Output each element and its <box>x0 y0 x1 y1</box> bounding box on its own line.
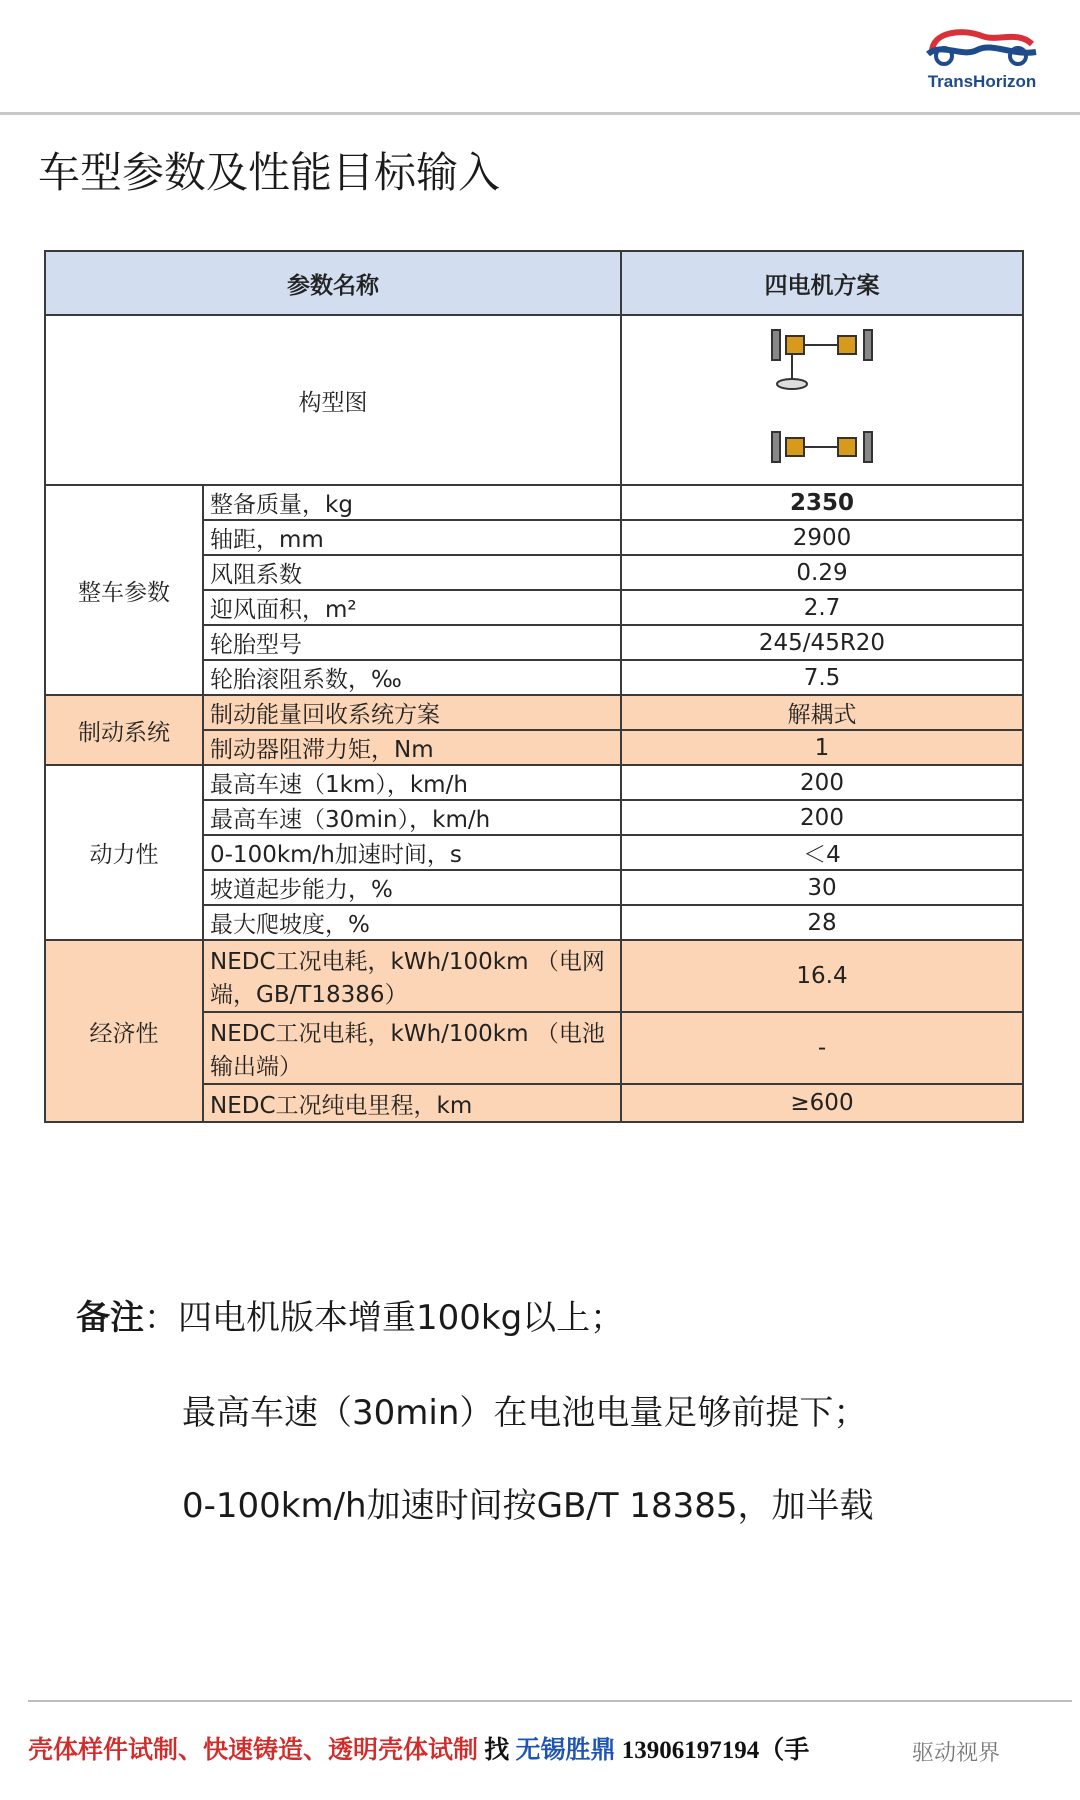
value-acceleration: ＜4 <box>621 835 1023 870</box>
group-braking: 制动系统 <box>45 695 203 765</box>
value-nedc-battery: - <box>621 1012 1023 1084</box>
group-economy: 经济性 <box>45 940 203 1122</box>
spec-table <box>44 250 1024 1123</box>
group-vehicle-params: 整车参数 <box>45 485 203 695</box>
value-curb-mass: 2350 <box>621 485 1023 520</box>
value-nedc-grid: 16.4 <box>621 940 1023 1012</box>
note-label: 备注 <box>76 1298 144 1338</box>
value-nedc-range: ≥600 <box>621 1084 1023 1122</box>
transhorizon-logo <box>912 22 1052 102</box>
drivetrain-diagram <box>621 315 1023 485</box>
value-max-gradient: 28 <box>621 905 1023 940</box>
note-line-1 <box>76 1290 624 1339</box>
param-wheelbase: 轴距，mm <box>203 520 621 555</box>
footer-ad <box>28 1730 809 1766</box>
param-nedc-grid: NEDC工况电耗，kWh/100km （电网端，GB/T18386） <box>203 940 621 1012</box>
value-regen-scheme: 解耦式 <box>621 695 1023 730</box>
value-frontal-area: 2.7 <box>621 590 1023 625</box>
param-top-speed-30min: 最高车速（30min），km/h <box>203 800 621 835</box>
param-top-speed-1km: 最高车速（1km），km/h <box>203 765 621 800</box>
value-hill-start: 30 <box>621 870 1023 905</box>
top-divider <box>0 112 1080 115</box>
bottom-divider <box>28 1700 1072 1702</box>
logo-text: TransHorizon <box>927 72 1037 91</box>
diagram-label: 构型图 <box>45 315 621 485</box>
note-line-2: 最高车速（30min）在电池电量足够前提下； <box>182 1393 868 1433</box>
header-four-motor: 四电机方案 <box>621 251 1023 315</box>
footer-find: 找 <box>478 1737 516 1764</box>
footer-services: 壳体样件试制、快速铸造、透明壳体试制 <box>28 1737 479 1764</box>
value-rolling-resistance: 7.5 <box>621 660 1023 695</box>
param-acceleration: 0-100km/h加速时间，s <box>203 835 621 870</box>
car-swirl-logo-icon <box>922 22 1042 66</box>
param-tire-model: 轮胎型号 <box>203 625 621 660</box>
value-tire-model: 245/45R20 <box>621 625 1023 660</box>
param-nedc-battery: NEDC工况电耗，kWh/100km （电池输出端） <box>203 1012 621 1084</box>
value-brake-drag: 1 <box>621 730 1023 765</box>
param-curb-mass: 整备质量，kg <box>203 485 621 520</box>
value-top-speed-1km: 200 <box>621 765 1023 800</box>
value-wheelbase: 2900 <box>621 520 1023 555</box>
footer-company: 无锡胜鼎 <box>515 1737 616 1764</box>
value-drag-coeff: 0.29 <box>621 555 1023 590</box>
param-frontal-area: 迎风面积，m² <box>203 590 621 625</box>
param-regen-scheme: 制动能量回收系统方案 <box>203 695 621 730</box>
param-brake-drag: 制动器阻滞力矩，Nm <box>203 730 621 765</box>
note-line-3: 0-100km/h加速时间按GB/T 18385，加半载 <box>182 1486 874 1526</box>
param-max-gradient: 最大爬坡度，% <box>203 905 621 940</box>
four-motor-layout-icon <box>762 322 882 472</box>
page-title: 车型参数及性能目标输入 <box>38 148 501 197</box>
value-top-speed-30min: 200 <box>621 800 1023 835</box>
note-text-1: ：四电机版本增重100kg以上； <box>144 1298 625 1338</box>
header-param-name: 参数名称 <box>45 251 621 315</box>
param-drag-coeff: 风阻系数 <box>203 555 621 590</box>
group-performance: 动力性 <box>45 765 203 940</box>
footer-phone: 13906197194（手 <box>615 1737 810 1764</box>
footer-watermark: 驱动视界 <box>912 1741 1001 1766</box>
param-hill-start: 坡道起步能力，% <box>203 870 621 905</box>
param-nedc-range: NEDC工况纯电里程，km <box>203 1084 621 1122</box>
param-rolling-resistance: 轮胎滚阻系数，‰ <box>203 660 621 695</box>
